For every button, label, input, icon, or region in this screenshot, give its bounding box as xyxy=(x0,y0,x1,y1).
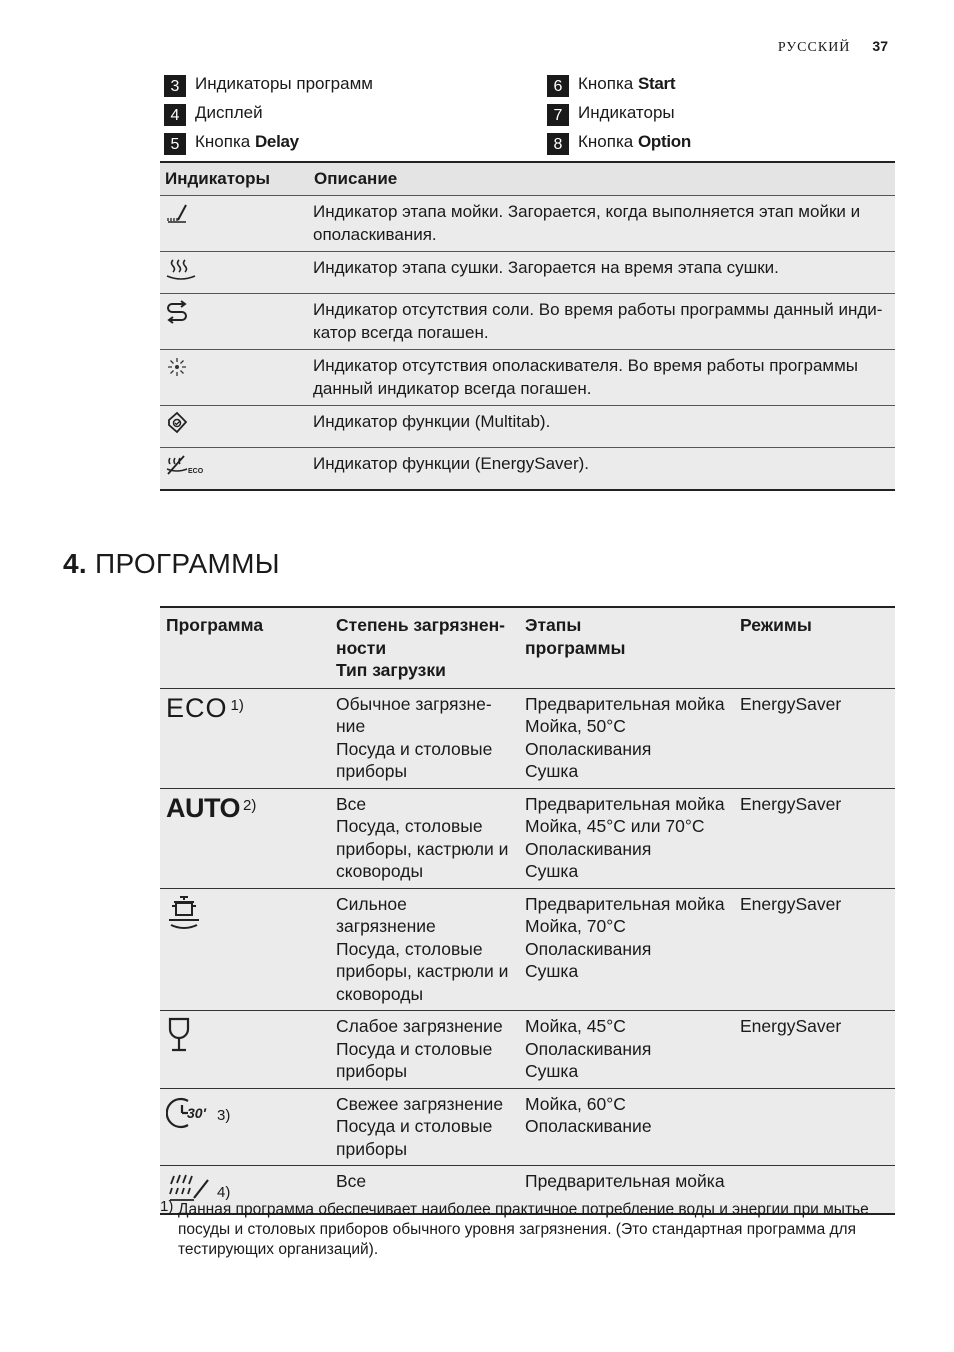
column-header-program: Программа xyxy=(160,607,330,688)
table-row xyxy=(160,294,895,350)
salt-icon xyxy=(164,298,190,324)
wash-phase-icon xyxy=(164,200,190,226)
soil-cell: Все Посуда, столовые приборы, кастрюли и сковороды xyxy=(330,788,519,888)
table-header-row xyxy=(160,607,895,688)
intensive-pot-icon xyxy=(166,893,202,933)
legend-item: 7 Индикаторы xyxy=(547,101,691,130)
description-cell: Индикатор функции (Multitab). xyxy=(309,406,895,448)
section-number: 4. xyxy=(63,548,87,579)
table-row xyxy=(160,406,895,448)
column-header-soil: Степень загрязнен- ности Тип загрузки xyxy=(330,607,519,688)
svg-text:ECO: ECO xyxy=(188,468,204,475)
soil-cell: Сильное загрязнение Посуда, столовые приборы, кастрюли и сковороды xyxy=(330,888,519,1011)
column-header-description: Описание xyxy=(314,169,398,188)
legend-item: 3 Индикаторы программ xyxy=(164,72,373,101)
page-header xyxy=(778,38,888,56)
section-heading: ПРОГРАММЫ xyxy=(95,548,280,579)
description-cell: Индикатор отсутствия соли. Во время работы программы данный индикатор всегда погашен. xyxy=(309,294,895,350)
phases-cell: Предварительная мойка Мойка, 50°C Ополаскивания Сушка xyxy=(519,688,734,788)
modes-cell xyxy=(734,1088,895,1166)
phases-cell: Предварительная мойка xyxy=(519,1166,734,1215)
table-header-row xyxy=(160,162,895,196)
modes-cell: EnergySaver xyxy=(734,888,895,1011)
energysaver-icon xyxy=(164,452,206,478)
soil-cell: Свежее загрязнение Посуда и столовые приборы xyxy=(330,1088,519,1166)
table-row xyxy=(160,252,895,294)
table-row xyxy=(160,1088,895,1166)
multitab-icon xyxy=(164,410,190,436)
footnote-text: Данная программа обеспечивает наиболее практичное потребление воды и энергии при мытье посуды и столовых приборов обычного уровня загрязнения. (Это стандартная программа для тестирующих организаций). xyxy=(178,1201,869,1258)
table-row xyxy=(160,788,895,888)
phases-cell: Предварительная мойка Мойка, 70°C Ополаскивания Сушка xyxy=(519,888,734,1011)
page-number: 37 xyxy=(872,38,888,54)
soil-cell: Обычное загрязне- ние Посуда и столовые приборы xyxy=(330,688,519,788)
footnote xyxy=(160,1197,890,1260)
eco-icon: ECO 1) xyxy=(166,692,244,723)
drying-phase-icon xyxy=(164,256,198,282)
table-row xyxy=(160,350,895,406)
legend-item: 8 Кнопка Option xyxy=(547,130,691,159)
column-header-indicators: Индикаторы xyxy=(165,169,271,188)
auto-icon: AUTO 2) xyxy=(166,792,257,823)
table-row xyxy=(160,1011,895,1089)
soil-cell: Слабое загрязнение Посуда и столовые приборы xyxy=(330,1011,519,1089)
phases-cell: Мойка, 60°C Ополаскивание xyxy=(519,1088,734,1166)
indicators-table xyxy=(160,161,895,491)
rinse-aid-icon xyxy=(164,354,190,380)
prewash-icon: 4) xyxy=(166,1170,322,1208)
table-row xyxy=(160,888,895,1011)
header-language: РУССКИЙ xyxy=(777,40,851,55)
column-header-phases: Этапы программы xyxy=(519,607,734,688)
glass-icon xyxy=(166,1015,194,1055)
table-row xyxy=(160,688,895,788)
modes-cell: EnergySaver xyxy=(734,688,895,788)
phases-cell: Предварительная мойка Мойка, 45°C или 70°C Ополаскивания Сушка xyxy=(519,788,734,888)
footnote-marker: 1) xyxy=(160,1198,174,1215)
table-row xyxy=(160,448,895,491)
quick-30-label: 30′ xyxy=(187,1104,206,1121)
section-title xyxy=(63,548,280,580)
description-cell: Индикатор отсутствия ополаскивателя. Во время работы программы данный индикатор всегда погашен. xyxy=(309,350,895,406)
legend-item: 4 Дисплей xyxy=(164,101,373,130)
modes-cell: EnergySaver xyxy=(734,788,895,888)
column-header-modes: Режимы xyxy=(734,607,895,688)
programs-table xyxy=(160,606,895,1215)
modes-cell: EnergySaver xyxy=(734,1011,895,1089)
legend-item: 5 Кнопка Delay xyxy=(164,130,373,159)
soil-cell: Все xyxy=(330,1166,519,1215)
description-cell: Индикатор этапа сушки. Загорается на время этапа сушки. xyxy=(309,252,895,294)
quick-30-icon: 30′ 3) xyxy=(166,1093,322,1133)
phases-cell: Мойка, 45°C Ополаскивания Сушка xyxy=(519,1011,734,1089)
description-cell: Индикатор этапа мойки. Загорается, когда выполняется этап мойки и ополаскивания. xyxy=(309,196,895,252)
table-row xyxy=(160,196,895,252)
legend-item: 6 Кнопка Start xyxy=(547,72,691,101)
description-cell: Индикатор функции (EnergySaver). xyxy=(309,448,895,491)
